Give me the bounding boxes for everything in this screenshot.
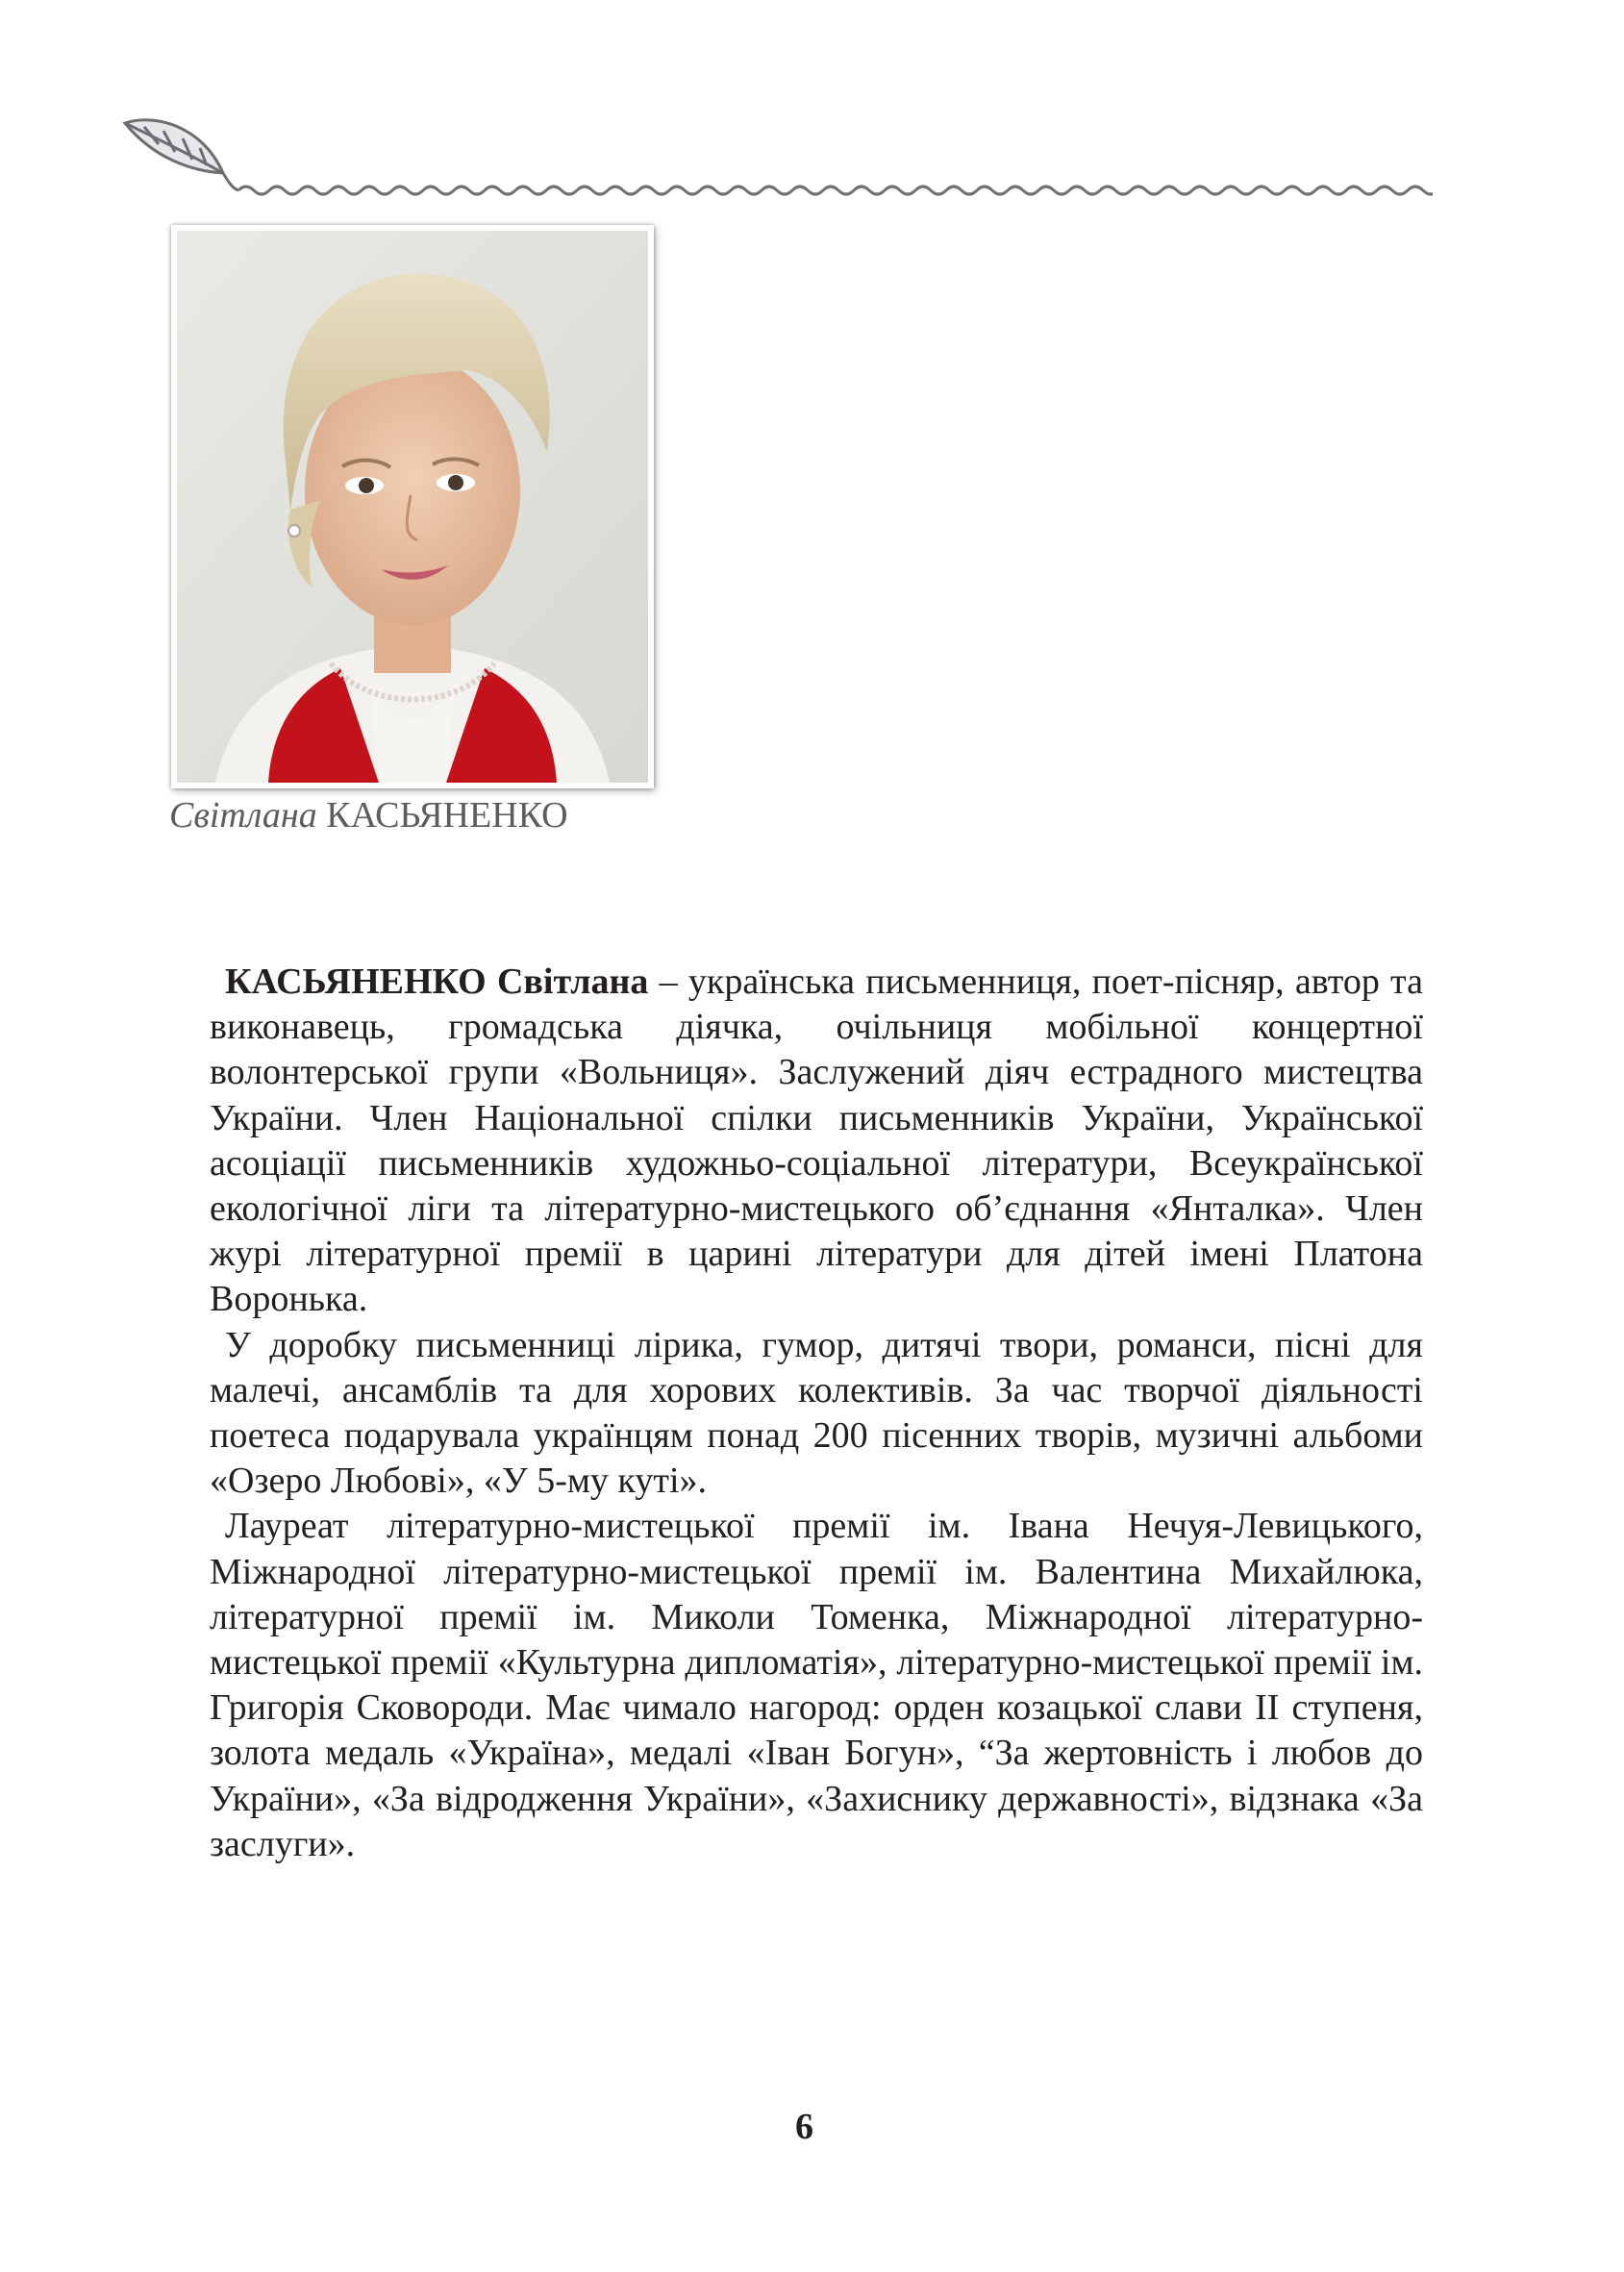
biography <box>210 960 1423 1867</box>
author-name-bold: КАСЬЯНЕНКО Світлана <box>225 961 649 1002</box>
caption-first-name: Світлана <box>169 795 317 836</box>
wavy-line <box>238 187 1433 194</box>
author-photo-frame <box>171 225 654 788</box>
leaf-wave-ornament <box>115 106 1433 212</box>
caption-surname: КАСЬЯНЕНКО <box>326 795 568 836</box>
author-photo <box>177 231 648 783</box>
leaf-icon <box>125 120 238 190</box>
bio-paragraph-1 <box>210 960 1423 1323</box>
bio-paragraph-1-text: – українська письменниця, поет-пісняр, автор та виконавець, громадська діячка, очільниця мобільної концертної волонтерської групи «Вольниця». Заслужений діяч естрадного мистецтва України. Член Національної спілки письменників України, Української асоціації письменників художньо-соціальної літератури, Всеукраїнської екологічної ліги та літературно-мистецького об’єднання «Янталка». Член журі літературної премії в царині літератури для дітей імені Платона Воронька. <box>210 961 1423 1320</box>
bio-paragraph-2: У доробку письменниці лірика, гумор, дитячі твори, романси, пісні для малечі, ансамблів та для хорових колективів. За час творчої діяльності поетеса подарувала українцям понад 200 пісенних творів, музичні альбоми «Озеро Любові», «У 5-му куті». <box>210 1324 1423 1502</box>
bio-paragraph-3: Лауреат літературно-мистецької премії ім. Івана Нечуя-Левицького, Міжнародної літературно-мистецької премії ім. Валентина Михайлюка, літературної премії ім. Миколи Томенка, Міжнародної літературно-мистецької премії «Культурна дипломатія», літературно-мистецької премії ім. Григорія Сковороди. Має чимало нагород: орден козацької слави ІІ ступеня, золота медаль «Україна», медалі «Іван Богун», “За жертовність і любов до України», «За відродження України», «Захиснику державності», відзнака «За заслуги». <box>210 1506 1423 1864</box>
photo-caption <box>169 794 568 836</box>
page-number: 6 <box>795 2107 813 2147</box>
